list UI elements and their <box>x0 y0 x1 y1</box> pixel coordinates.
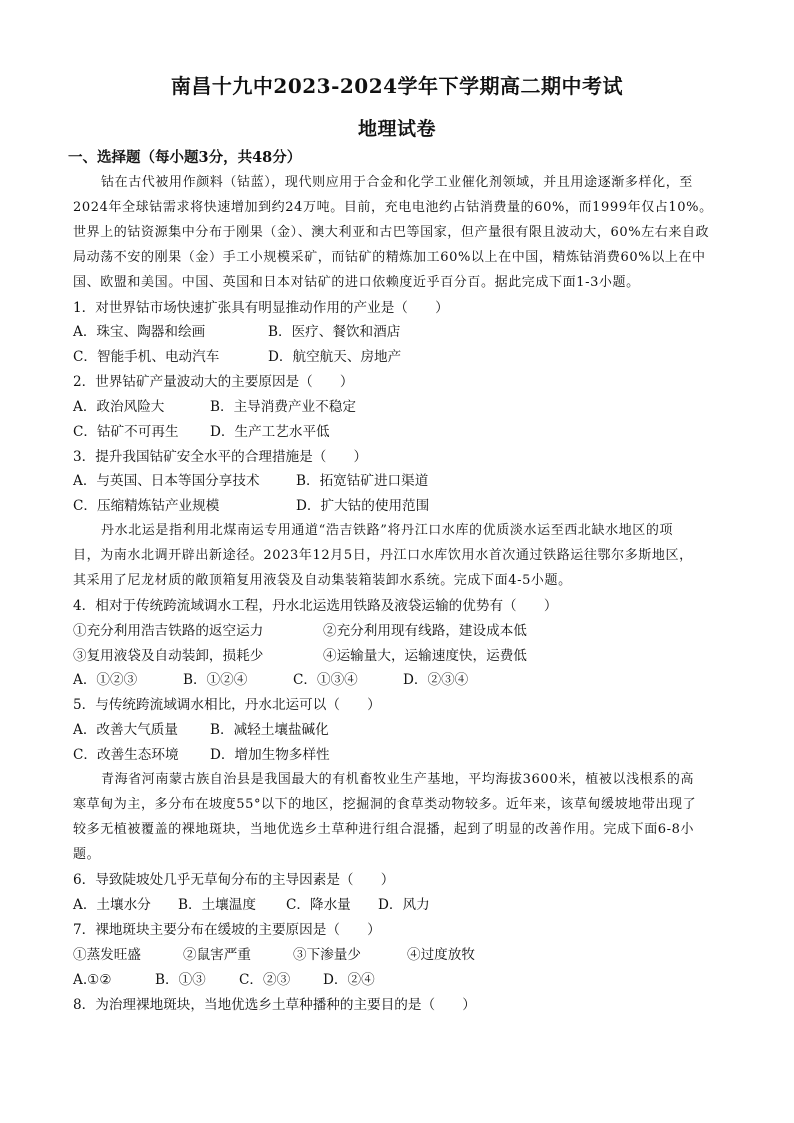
option-b: B．减轻土壤盐碱化 <box>210 722 329 738</box>
option-b: B．医疗、餐饮和酒店 <box>268 324 401 340</box>
passage-line: 寒草甸为主，多分布在坡度55°以下的地区，挖掘洞的食草类动物较多。近年来，该草甸缓坡地带出现了 <box>73 797 697 812</box>
option-a: A.①② <box>73 972 112 988</box>
exam-title: 南昌十九中2023-2024学年下学期高二期中考试 <box>170 74 624 98</box>
section-heading: 一、选择题（每小题3分，共48分） <box>68 149 302 166</box>
question-stem: 7．裸地斑块主要分布在缓坡的主要原因是（ ） <box>73 922 381 938</box>
passage-line: 国、欧盟和美国。中国、英国和日本对钴矿的进口依赖度近乎百分百。据此完成下面1-3小题。 <box>73 275 640 290</box>
option-d: D．航空航天、房地产 <box>268 349 402 365</box>
option-row <box>73 320 723 345</box>
option-d: D．风力 <box>378 897 430 913</box>
statement-row <box>73 619 723 644</box>
passage-line: 钴在古代被用作颜料（钴蓝），现代则应用于合金和化学工业催化剂领域，并且用途逐渐多样化，至 <box>101 175 693 190</box>
statement-2: ②鼠害严重 <box>183 947 251 963</box>
question-stem: 2．世界钴矿产量波动大的主要原因是（ ） <box>73 374 354 390</box>
option-a: A．与英国、日本等国分享技术 <box>73 473 260 489</box>
question-stem: 5．与传统跨流域调水相比，丹水北运可以（ ） <box>73 697 381 713</box>
option-row <box>73 718 723 743</box>
passage-line: 目，为南水北调开辟出新途径。2023年12月5日，丹江口水库饮用水首次通过铁路运往鄂尔多斯地区， <box>73 548 693 563</box>
option-row <box>73 893 723 918</box>
option-a: A．珠宝、陶器和绘画 <box>73 324 206 340</box>
option-b: B．主导消费产业不稳定 <box>210 399 356 415</box>
option-a: A．政治风险大 <box>73 399 165 415</box>
statement-row <box>73 644 723 669</box>
question-stem: 6．导致陡坡处几乎无草甸分布的主导因素是（ ） <box>73 872 395 888</box>
statement-4: ④运输量大，运输速度快，运费低 <box>323 648 527 664</box>
question-stem: 8．为治理裸地斑块，当地优选乡土草种播种的主要目的是（ ） <box>73 997 476 1013</box>
statement-3: ③下渗量少 <box>293 947 361 963</box>
passage-line: 2024年全球钴需求将快速增加到约24万吨。目前，充电电池约占钴消费量的60%，而1999年仅占10%。 <box>73 200 713 215</box>
option-b: B．①②④ <box>183 672 248 688</box>
question-stem: 1．对世界钴市场快速扩张具有明显推动作用的产业是（ ） <box>73 300 449 316</box>
option-b: B．①③ <box>155 972 206 988</box>
passage-line: 其采用了尼龙材质的敞顶箱复用液袋及自动集装箱装卸水系统。完成下面4-5小题。 <box>73 573 572 588</box>
passage-line: 青海省河南蒙古族自治县是我国最大的有机畜牧业生产基地，平均海拔3600米，植被以浅根系的高 <box>101 772 695 787</box>
statement-3: ③复用液袋及自动装卸，损耗少 <box>73 648 264 664</box>
exam-subtitle: 地理试卷 <box>357 118 436 140</box>
option-row <box>73 469 723 494</box>
option-c: C．改善生态环境 <box>73 747 179 763</box>
statement-1: ①蒸发旺盛 <box>73 947 141 963</box>
statement-row <box>73 943 723 968</box>
option-row <box>73 743 723 768</box>
option-row <box>73 420 723 445</box>
option-c: C．②③ <box>239 972 291 988</box>
option-c: C．智能手机、电动汽车 <box>73 349 220 365</box>
option-d: D．②③④ <box>403 672 469 688</box>
passage-line: 题。 <box>73 847 101 862</box>
option-c: C．降水量 <box>286 897 351 913</box>
option-d: D．增加生物多样性 <box>210 747 330 763</box>
passage-line: 世界上的钴资源集中分布于刚果（金）、澳大利亚和古巴等国家，但产量很有限且波动大，60%左右来自政 <box>73 225 710 240</box>
option-c: C．压缩精炼钴产业规模 <box>73 498 220 514</box>
statement-4: ④过度放牧 <box>407 947 475 963</box>
option-c: C．钴矿不可再生 <box>73 424 179 440</box>
option-d: D．扩大钴的使用范围 <box>296 498 430 514</box>
passage-line: 丹水北运是指利用北煤南运专用通道“浩吉铁路”将丹江口水库的优质淡水运至西北缺水地区的项 <box>101 523 674 538</box>
passage-line: 较多无植被覆盖的裸地斑块，当地优选乡土草种进行组合混播，起到了明显的改善作用。完成下面6-8小 <box>73 822 695 837</box>
option-d: D．生产工艺水平低 <box>210 424 330 440</box>
option-b: B．拓宽钴矿进口渠道 <box>296 473 429 489</box>
statement-2: ②充分利用现有线路，建设成本低 <box>323 623 527 639</box>
option-a: A．土壤水分 <box>73 897 151 913</box>
option-b: B．土壤温度 <box>178 897 256 913</box>
option-a: A．改善大气质量 <box>73 722 178 738</box>
option-row <box>73 395 723 420</box>
option-c: C．①③④ <box>293 672 358 688</box>
question-stem: 4．相对于传统跨流域调水工程，丹水北运选用铁路及液袋运输的优势有（ ） <box>73 598 558 614</box>
option-a: A．①②③ <box>73 672 138 688</box>
passage-line: 局动荡不安的刚果（金）手工小规模采矿，而钴矿的精炼加工60%以上在中国，精炼钴消费60%以上在中 <box>73 250 706 265</box>
option-row <box>73 345 723 370</box>
option-row <box>73 494 723 519</box>
statement-1: ①充分利用浩吉铁路的返空运力 <box>73 623 264 639</box>
option-row <box>73 968 723 993</box>
option-d: D．②④ <box>323 972 375 988</box>
question-stem: 3．提升我国钴矿安全水平的合理措施是（ ） <box>73 449 368 465</box>
option-row <box>73 668 723 693</box>
